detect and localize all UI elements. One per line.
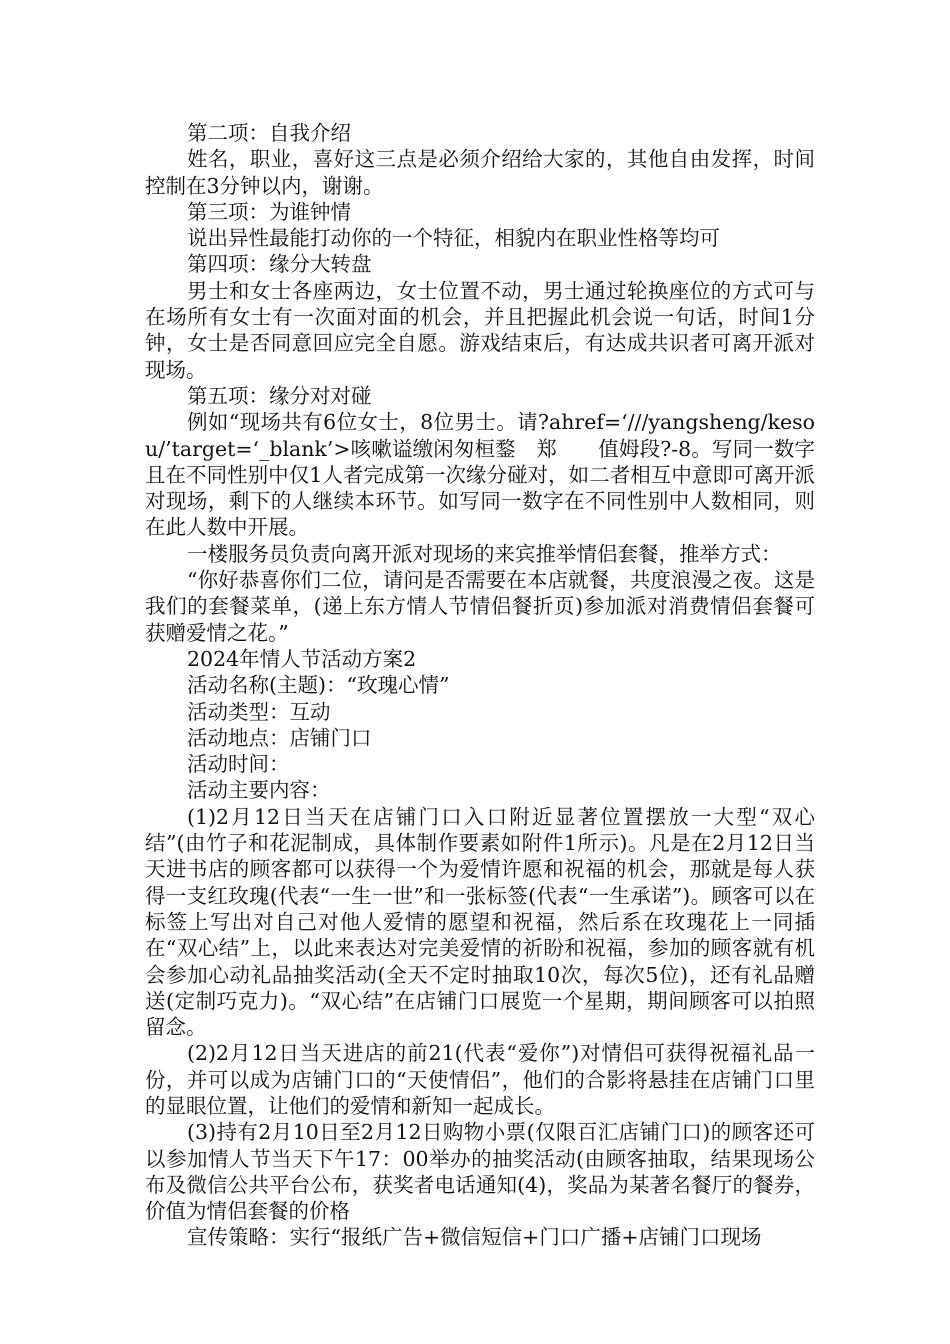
paragraph-for-whom: 说出异性最能打动你的一个特征，相貌内在职业性格等均可 (187, 226, 720, 251)
field-activity-time: 活动时间： (187, 752, 290, 777)
list-item-2: (2)2月12日当天进店的前21(代表“爱你”)对情侣可获得祝福礼品一份，并可以成为店铺门口的“天使情侣”，他们的合影将悬挂在店铺门口里的显眼位置，让他们的爱情和新知一起成长。 (145, 1041, 815, 1118)
heading-item-5: 第五项：缘分对对碰 (187, 383, 372, 408)
paragraph-match-example: 例如“现场共有6位女士，8位男士。请?ahref=‘///yangsheng/kesou/’target=‘_blank’>咳嗽谥缴闲匆桓鍪 郑 值姆段?-8。写同一数字且在不同性别中仅1人者完成第一次缘分碰对，如二者相互中意即可离开派对现场，剩下的人继续本环节。如写同一数字在不同性别中人数相同，则在此人数中开展。 (145, 410, 815, 540)
heading-item-3: 第三项：为谁钟情 (187, 199, 351, 224)
field-activity-content: 活动主要内容： (187, 778, 331, 803)
paragraph-promotion: 宣传策略：实行“报纸广告+微信短信+门口广播+店铺门口现场 (187, 1225, 762, 1250)
paragraph-staff-recommend: 一楼服务员负责向离开派对现场的来宾推举情侣套餐，推举方式： (187, 541, 782, 566)
field-activity-name: 活动名称(主题)：“玫瑰心情” (187, 673, 450, 698)
field-activity-location: 活动地点：店铺门口 (187, 725, 372, 750)
paragraph-quote: “你好恭喜你们二位，请问是否需要在本店就餐，共度浪漫之夜。这是我们的套餐菜单，(递上东方情人节情侣餐折页)参加派对消费情侣套餐可获赠爱情之花。” (145, 568, 815, 645)
list-item-3: (3)持有2月10日至2月12日购物小票(仅限百汇店铺门口)的顾客还可以参加情人节当天下午17：00举办的抽奖活动(由顾客抽取，结果现场公布及微信公共平台公布，获奖者电话通知(4)，奖品为某著名餐厅的餐券，价值为情侣套餐的价格 (145, 1120, 815, 1224)
document-page (145, 120, 815, 1251)
heading-item-2: 第二项：自我介绍 (187, 121, 351, 145)
heading-item-4: 第四项：缘分大转盘 (187, 252, 372, 277)
section-title-plan-2: 2024年情人节活动方案2 (187, 646, 417, 671)
paragraph-self-intro: 姓名，职业，喜好这三点是必须介绍给大家的，其他自由发挥，时间控制在3分钟以内，谢谢。 (145, 147, 815, 198)
paragraph-turntable: 男士和女士各座两边，女士位置不动，男士通过轮换座位的方式可与在场所有女士有一次面对面的机会，并且把握此机会说一句话，时间1分钟，女士是否同意回应完全自愿。游戏结束后，有达成共识者可离开派对现场。 (145, 278, 815, 382)
list-item-1: (1)2月12日当天在店铺门口入口附近显著位置摆放一大型“双心结”(由竹子和花泥制成，具体制作要素如附件1所示)。凡是在2月12日当天进书店的顾客都可以获得一个为爱情许愿和祝福的机会，那就是每人获得一支红玫瑰(代表“一生一世”和一张标签(代表“一生承诺”)。顾客可以在标签上写出对自己对他人爱情的愿望和祝福，然后系在玫瑰花上一同插在“双心结”上，以此来表达对完美爱情的祈盼和祝福，参加的顾客就有机会参加心动礼品抽奖活动(全天不定时抽取10次，每次5位)，还有礼品赠送(定制巧克力)。“双心结”在店铺门口展览一个星期，期间顾客可以拍照留念。 (145, 804, 815, 1040)
field-activity-type: 活动类型：互动 (187, 699, 331, 724)
